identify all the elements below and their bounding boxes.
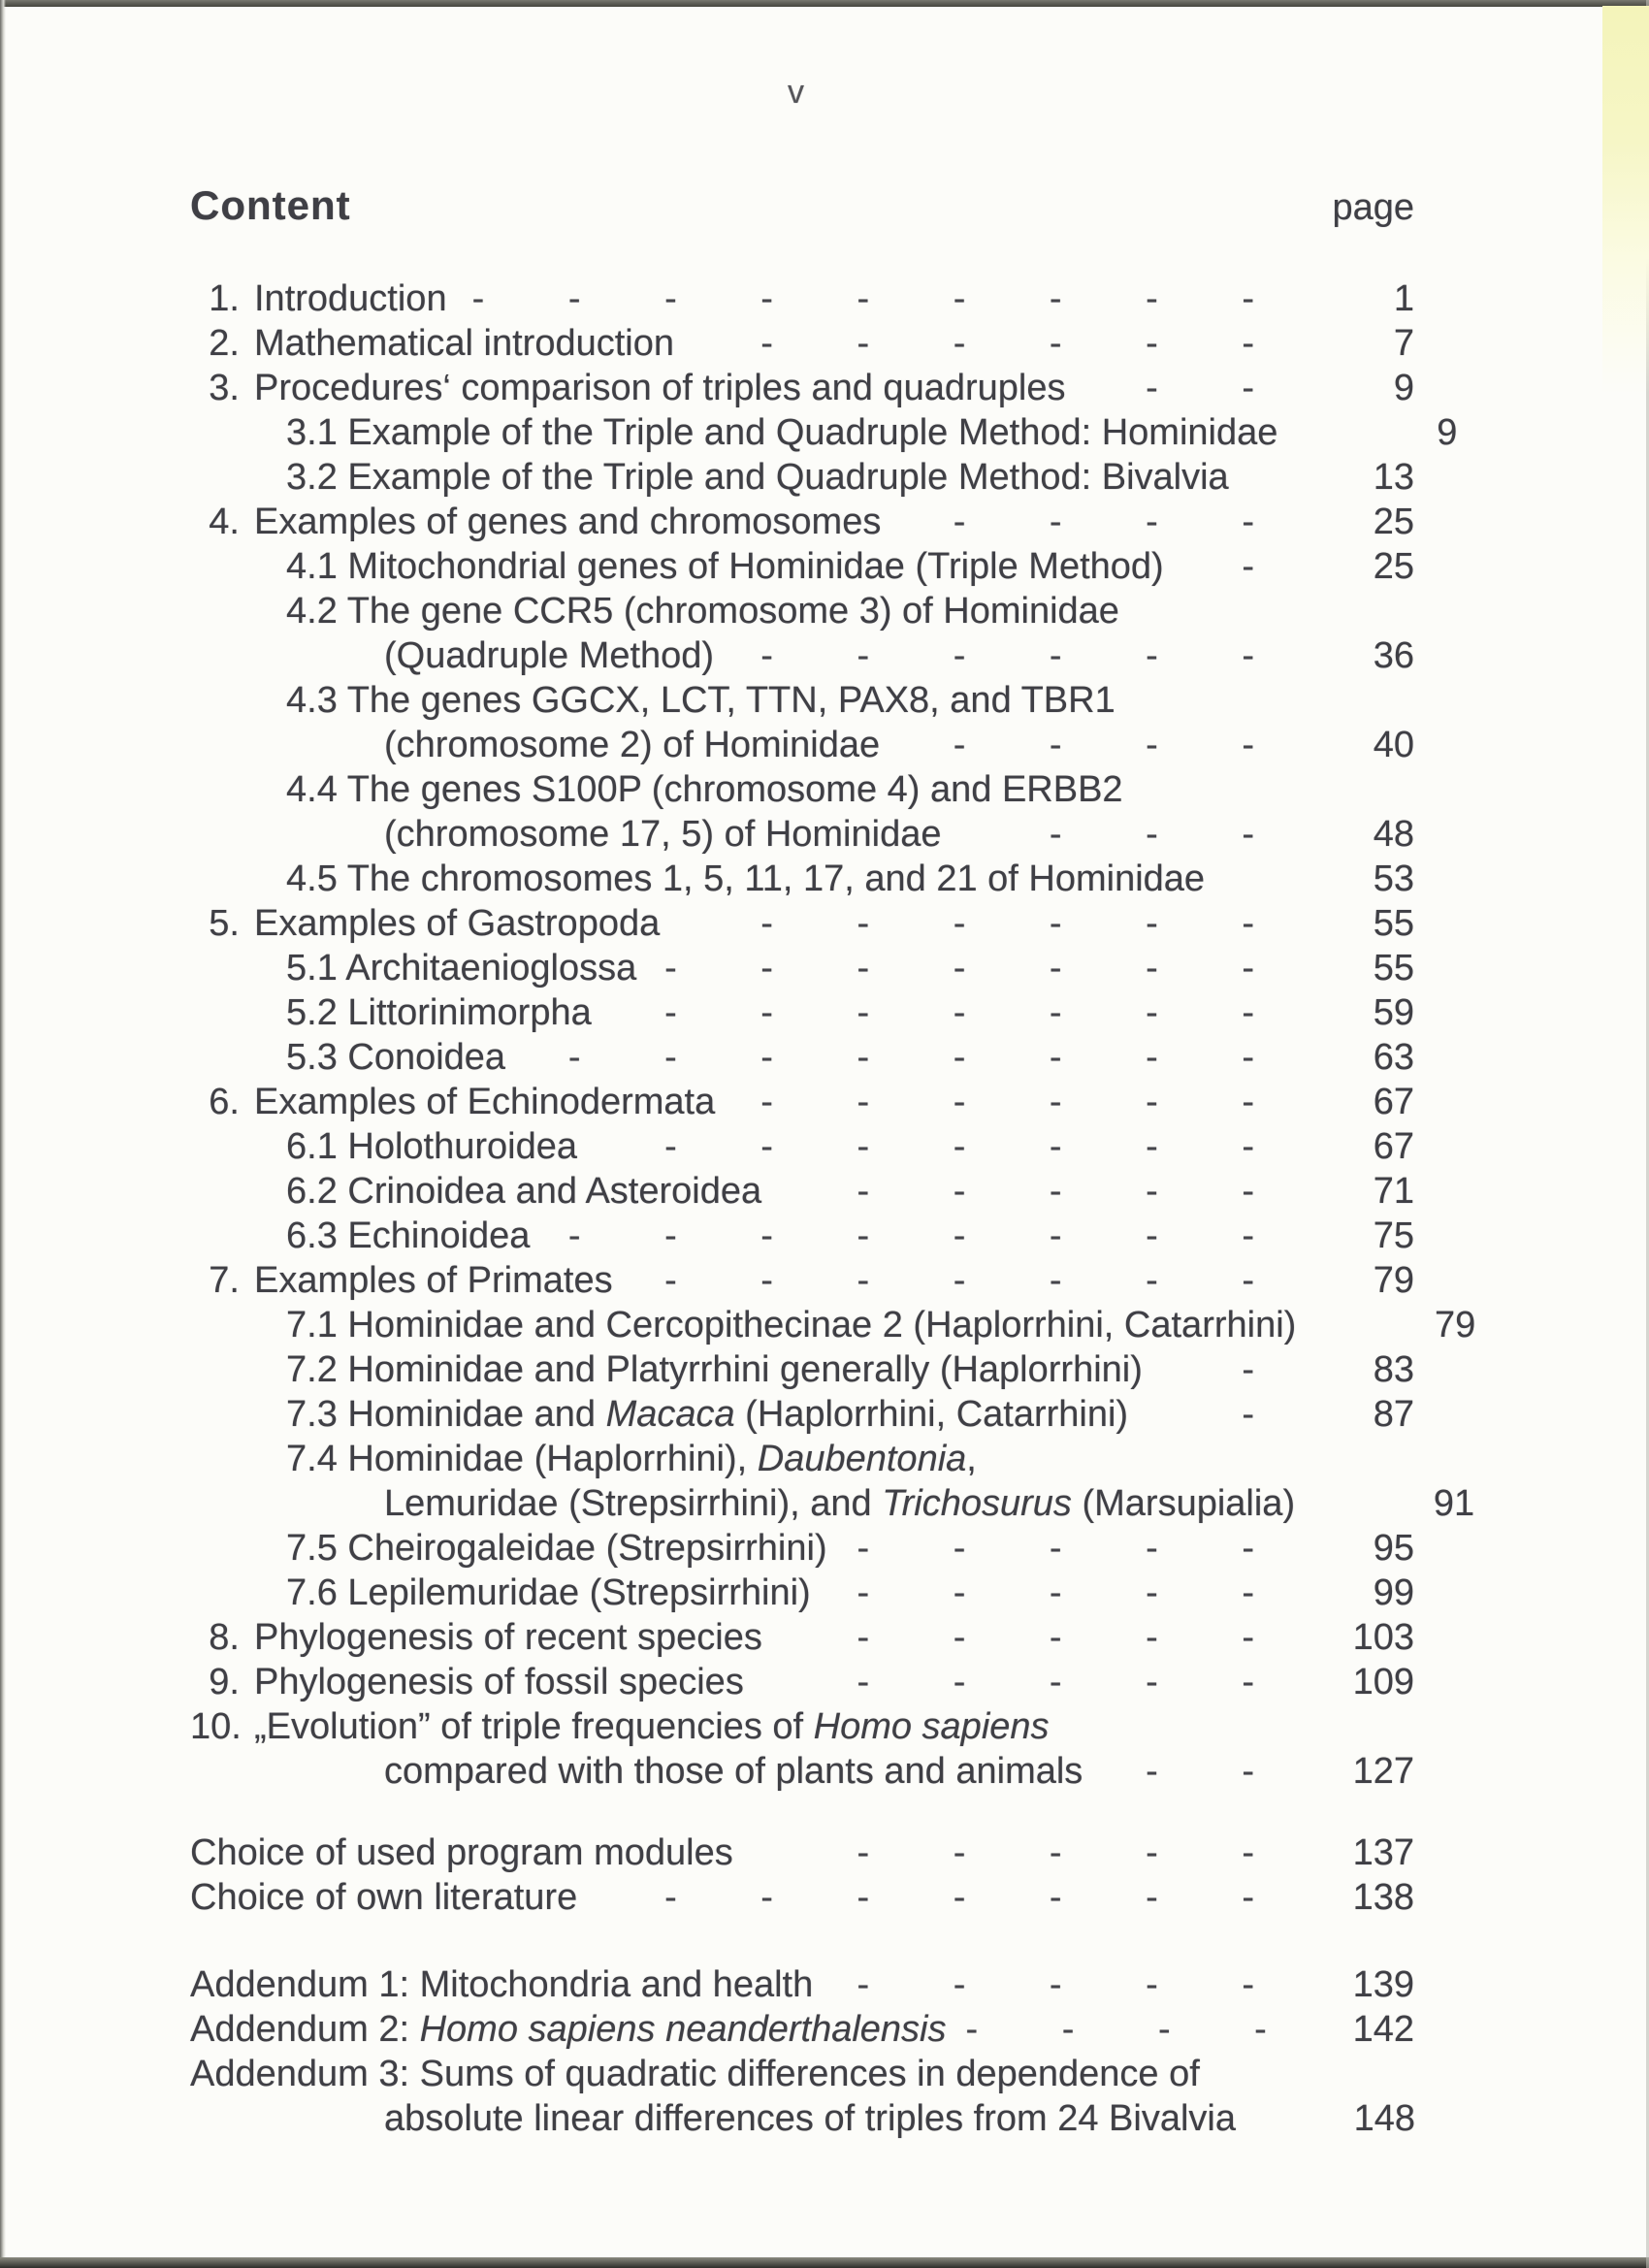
page-number: 63 [1373,1037,1414,1078]
entry-title-text: Examples of Primates [254,1260,613,1301]
page-number: 67 [1373,1126,1414,1167]
entry-title-text: (chromosome 17, 5) of Hominidae [384,814,942,855]
leader-dashes: - - - - [953,725,1254,765]
page-number: 79 [1373,1260,1414,1301]
toc-entry [0,366,1649,410]
page-number: 9 [1437,412,1458,453]
toc-entry [0,410,1649,455]
entry-title [286,589,1119,633]
entry-title-text: 4.3 The genes GGCX, LCT, TTN, PAX8, and TBR1 [286,680,1116,721]
entry-title-text: 7.1 Hominidae and Cercopithecinae 2 (Haplorrhini, Catarrhini) [286,1305,1297,1345]
page-number: 1 [1393,278,1414,319]
entry-title-text: 7.5 Cheirogaleidae (Strepsirrhini) [286,1528,827,1569]
entry-title-text: Addendum 1: Mitochondria and health [190,1964,814,2005]
page-marker: v [788,74,804,111]
entry-title-text: 4.1 Mitochondrial genes of Hominidae (Triple Method) [286,546,1164,587]
leader-dashes: - - - - - [857,1171,1254,1212]
scan-edge-bottom [0,2257,1649,2268]
toc-entry [0,1124,1649,1169]
entry-title-text: Phylogenesis of fossil species [254,1662,744,1702]
entry-title [254,366,1065,410]
toc-entry [0,455,1649,500]
page-number: 139 [1352,1964,1414,2005]
leader-dashes: - - - - - - - - [567,1215,1254,1256]
leader-dashes: - - - - - - [760,903,1254,944]
entry-title [286,1571,811,1615]
entry-title-text: Examples of genes and chromosomes [254,502,882,542]
entry-title [286,946,636,990]
toc-entry [0,812,1649,857]
toc-entry [0,1080,1649,1124]
page-number: 53 [1373,859,1414,899]
entry-title-text: 4.2 The gene CCR5 (chromosome 3) of Hominidae [286,591,1119,632]
entry-title-italic: Macaca [605,1394,735,1435]
toc-entry [0,2052,1649,2096]
leader-dashes: - - - - - - - [664,1260,1254,1301]
entry-title [254,1660,744,1704]
toc-entry [0,276,1649,321]
entry-title [254,1704,1050,1749]
page-column-label: page [1332,187,1414,228]
entry-title-text: 4.5 The chromosomes 1, 5, 11, 17, and 21 of Hominidae [286,859,1206,899]
entry-title [286,544,1164,589]
entry-title-italic: Daubentonia [757,1439,967,1479]
entry-title-text: compared with those of plants and animals [384,1751,1083,1792]
page-number: 95 [1373,1528,1414,1569]
page-number: 25 [1373,502,1414,542]
entry-title-text: 5.2 Littorinimorpha [286,992,592,1033]
entry-title [286,410,1277,455]
entry-title [384,723,880,767]
entry-title [384,1749,1083,1794]
page-number: 137 [1352,1832,1414,1873]
entry-title-text: (Haplorrhini, Catarrhini) [734,1394,1129,1435]
entry-title [190,2007,947,2052]
entry-title-italic: Homo sapiens neanderthalensis [419,2009,947,2050]
toc-entry [0,1749,1649,1794]
entry-title [286,1347,1143,1392]
entry-title [190,1831,733,1875]
entry-title [190,2052,1200,2096]
entry-title-text: Examples of Gastropoda [254,903,661,944]
entry-title-italic: Trichosurus [882,1483,1072,1524]
entry-title [254,500,881,544]
leader-dashes: - - - [1049,814,1254,855]
page-number: 103 [1352,1617,1414,1658]
leader-dashes: - - - - - - [760,323,1254,364]
page-number: 91 [1433,1483,1475,1524]
page-number: 75 [1373,1215,1414,1256]
entry-title [254,1615,762,1660]
toc-entry [0,1437,1649,1481]
leader-dashes: - - [1146,1751,1254,1792]
entry-title [286,455,1229,500]
toc-entry [0,1258,1649,1303]
page-number: 99 [1373,1572,1414,1613]
entry-title [384,812,941,857]
page-number: 67 [1373,1082,1414,1122]
entry-title-text: (chromosome 2) of Hominidae [384,725,881,765]
leader-dashes: - - - - [965,2009,1267,2050]
entry-number: 8. [209,1617,240,1658]
leader-dashes: - [1242,1349,1254,1390]
entry-title-text: Examples of Echinodermata [254,1082,716,1122]
entry-title-text: 5.1 Architaenioglossa [286,948,637,988]
leader-dashes: - - - - [953,502,1254,542]
leader-dashes: - - - - - - - - - [471,278,1254,319]
leader-dashes: - - - - - [857,1964,1254,2005]
entry-title-text: Introduction [254,278,447,319]
entry-title-text: 7.3 Hominidae and [286,1394,606,1435]
leader-dashes: - - - - - - - [664,1877,1254,1918]
page-number: 9 [1393,368,1414,408]
page-number: 87 [1373,1394,1414,1435]
page-number: 79 [1435,1305,1476,1345]
page-number: 7 [1393,323,1414,364]
entry-title-text: Procedures‘ comparison of triples and quadruples [254,368,1066,408]
toc-list [0,276,1649,2141]
toc-entry [0,1481,1649,1526]
entry-title-text: Choice of own literature [190,1877,578,1918]
entry-title-text: Addendum 2: [190,2009,420,2050]
entry-title-text: 7.2 Hominidae and Platyrrhini generally (Haplorrhini) [286,1349,1143,1390]
page-number: 109 [1352,1662,1414,1702]
entry-title [286,767,1123,812]
toc-entry [0,901,1649,946]
toc-entry [0,1035,1649,1080]
entry-title [286,857,1205,901]
entry-title [286,1392,1128,1437]
entry-title [286,1526,827,1571]
entry-number: 5. [209,903,240,944]
leader-dashes: - - - - - - [760,635,1254,676]
page-number: 59 [1373,992,1414,1033]
leader-dashes: - - - - - [857,1572,1254,1613]
entry-title [254,1258,613,1303]
entry-title [286,990,592,1035]
entry-title-text: 6.2 Crinoidea and Asteroidea [286,1171,762,1212]
toc-entry [0,544,1649,589]
entry-title-text: Mathematical introduction [254,323,674,364]
leader-dashes: - - - - - - [760,1082,1254,1122]
leader-dashes: - - [1146,368,1254,408]
entry-title-text: 6.3 Echinoidea [286,1215,531,1256]
entry-title [254,1080,715,1124]
toc-entry [0,1214,1649,1258]
entry-title [286,1169,761,1214]
entry-title-text: Phylogenesis of recent species [254,1617,762,1658]
entry-title [190,1962,813,2007]
page-number: 55 [1373,948,1414,988]
toc-entry [0,321,1649,366]
toc-entry [0,1303,1649,1347]
toc-entry [0,500,1649,544]
entry-title-text: absolute linear differences of triples from 24 Bivalvia [384,2098,1236,2139]
toc-entry [0,589,1649,633]
entry-title-text: 6.1 Holothuroidea [286,1126,577,1167]
page-number: 13 [1373,457,1414,498]
entry-title [286,678,1116,723]
page-number: 142 [1352,2009,1414,2050]
entry-title [286,1214,530,1258]
toc-entry [0,1704,1649,1749]
leader-dashes: - - - - - - - [664,1126,1254,1167]
entry-number: 9. [209,1662,240,1702]
leader-dashes: - [1242,546,1254,587]
entry-title-text: (Quadruple Method) [384,635,715,676]
entry-number: 3. [209,368,240,408]
entry-title-text: 4.4 The genes S100P (chromosome 4) and ERBB2 [286,769,1123,810]
leader-dashes: - - - - - [857,1528,1254,1569]
entry-title [384,633,714,678]
leader-dashes: - - - - - [857,1617,1254,1658]
toc-entry [0,723,1649,767]
entry-title-text: Lemuridae (Strepsirrhini), and [384,1483,883,1524]
page-number: 127 [1352,1751,1414,1792]
page-number: 36 [1373,635,1414,676]
entry-title-text: 3.2 Example of the Triple and Quadruple Method: Bivalvia [286,457,1229,498]
entry-title-text: Addendum 3: Sums of quadratic differences in dependence of [190,2054,1200,2094]
entry-title [384,2096,1236,2141]
leader-dashes: - - - - - - - [664,992,1254,1033]
entry-title [254,321,674,366]
toc-entry [0,990,1649,1035]
page-number: 71 [1373,1171,1414,1212]
entry-title-text: „Evolution” of triple frequencies of [254,1706,814,1747]
leader-dashes: - - - - - [857,1662,1254,1702]
entry-number: 6. [209,1082,240,1122]
toc-entry [0,1660,1649,1704]
entry-title [190,1875,577,1920]
toc-entry [0,678,1649,723]
toc-entry [0,946,1649,990]
entry-title-text: , [966,1439,977,1479]
entry-title [384,1481,1295,1526]
toc-entry [0,857,1649,901]
toc-entry [0,1392,1649,1437]
entry-number: 7. [209,1260,240,1301]
entry-number: 2. [209,323,240,364]
content-title: Content [190,182,351,228]
toc-entry [0,1571,1649,1615]
entry-title [286,1035,505,1080]
toc-entry [0,633,1649,678]
leader-dashes: - - - - - [857,1832,1254,1873]
toc-entry [0,1875,1649,1920]
highlighter-mark [1602,6,1649,394]
toc-entry [0,1615,1649,1660]
leader-dashes: - - - - - - - - [567,1037,1254,1078]
entry-title-text: 3.1 Example of the Triple and Quadruple Method: Hominidae [286,412,1278,453]
toc-entry [0,1962,1649,2007]
scan-edge-left [0,0,6,2268]
entry-title [286,1437,977,1481]
entry-title-italic: Homo sapiens [813,1706,1050,1747]
toc-entry [0,1831,1649,1875]
entry-title [286,1124,577,1169]
page-number: 40 [1373,725,1414,765]
entry-title [254,901,660,946]
entry-title-text: (Marsupialia) [1071,1483,1296,1524]
page-number: 138 [1352,1877,1414,1918]
entry-title-text: 5.3 Conoidea [286,1037,506,1078]
entry-number: 1. [209,278,240,319]
page-number: 55 [1373,903,1414,944]
entry-title [286,1303,1296,1347]
toc-entry [0,2007,1649,2052]
entry-number: 4. [209,502,240,542]
scan-edge-top [0,0,1649,7]
page-number: 48 [1373,814,1414,855]
page-number: 148 [1353,2098,1415,2139]
toc-entry [0,1347,1649,1392]
entry-title-text: Choice of used program modules [190,1832,733,1873]
leader-dashes: - [1242,1394,1254,1435]
page-number: 83 [1373,1349,1414,1390]
toc-entry [0,767,1649,812]
toc-entry [0,2096,1649,2141]
page-number: 25 [1373,546,1414,587]
entry-title [254,276,447,321]
entry-number: 10. [190,1706,242,1747]
toc-entry [0,1526,1649,1571]
entry-title-text: 7.4 Hominidae (Haplorrhini), [286,1439,758,1479]
leader-dashes: - - - - - - - [664,948,1254,988]
toc-entry [0,1169,1649,1214]
toc-heading-row [0,0,1649,231]
entry-title-text: 7.6 Lepilemuridae (Strepsirrhini) [286,1572,811,1613]
